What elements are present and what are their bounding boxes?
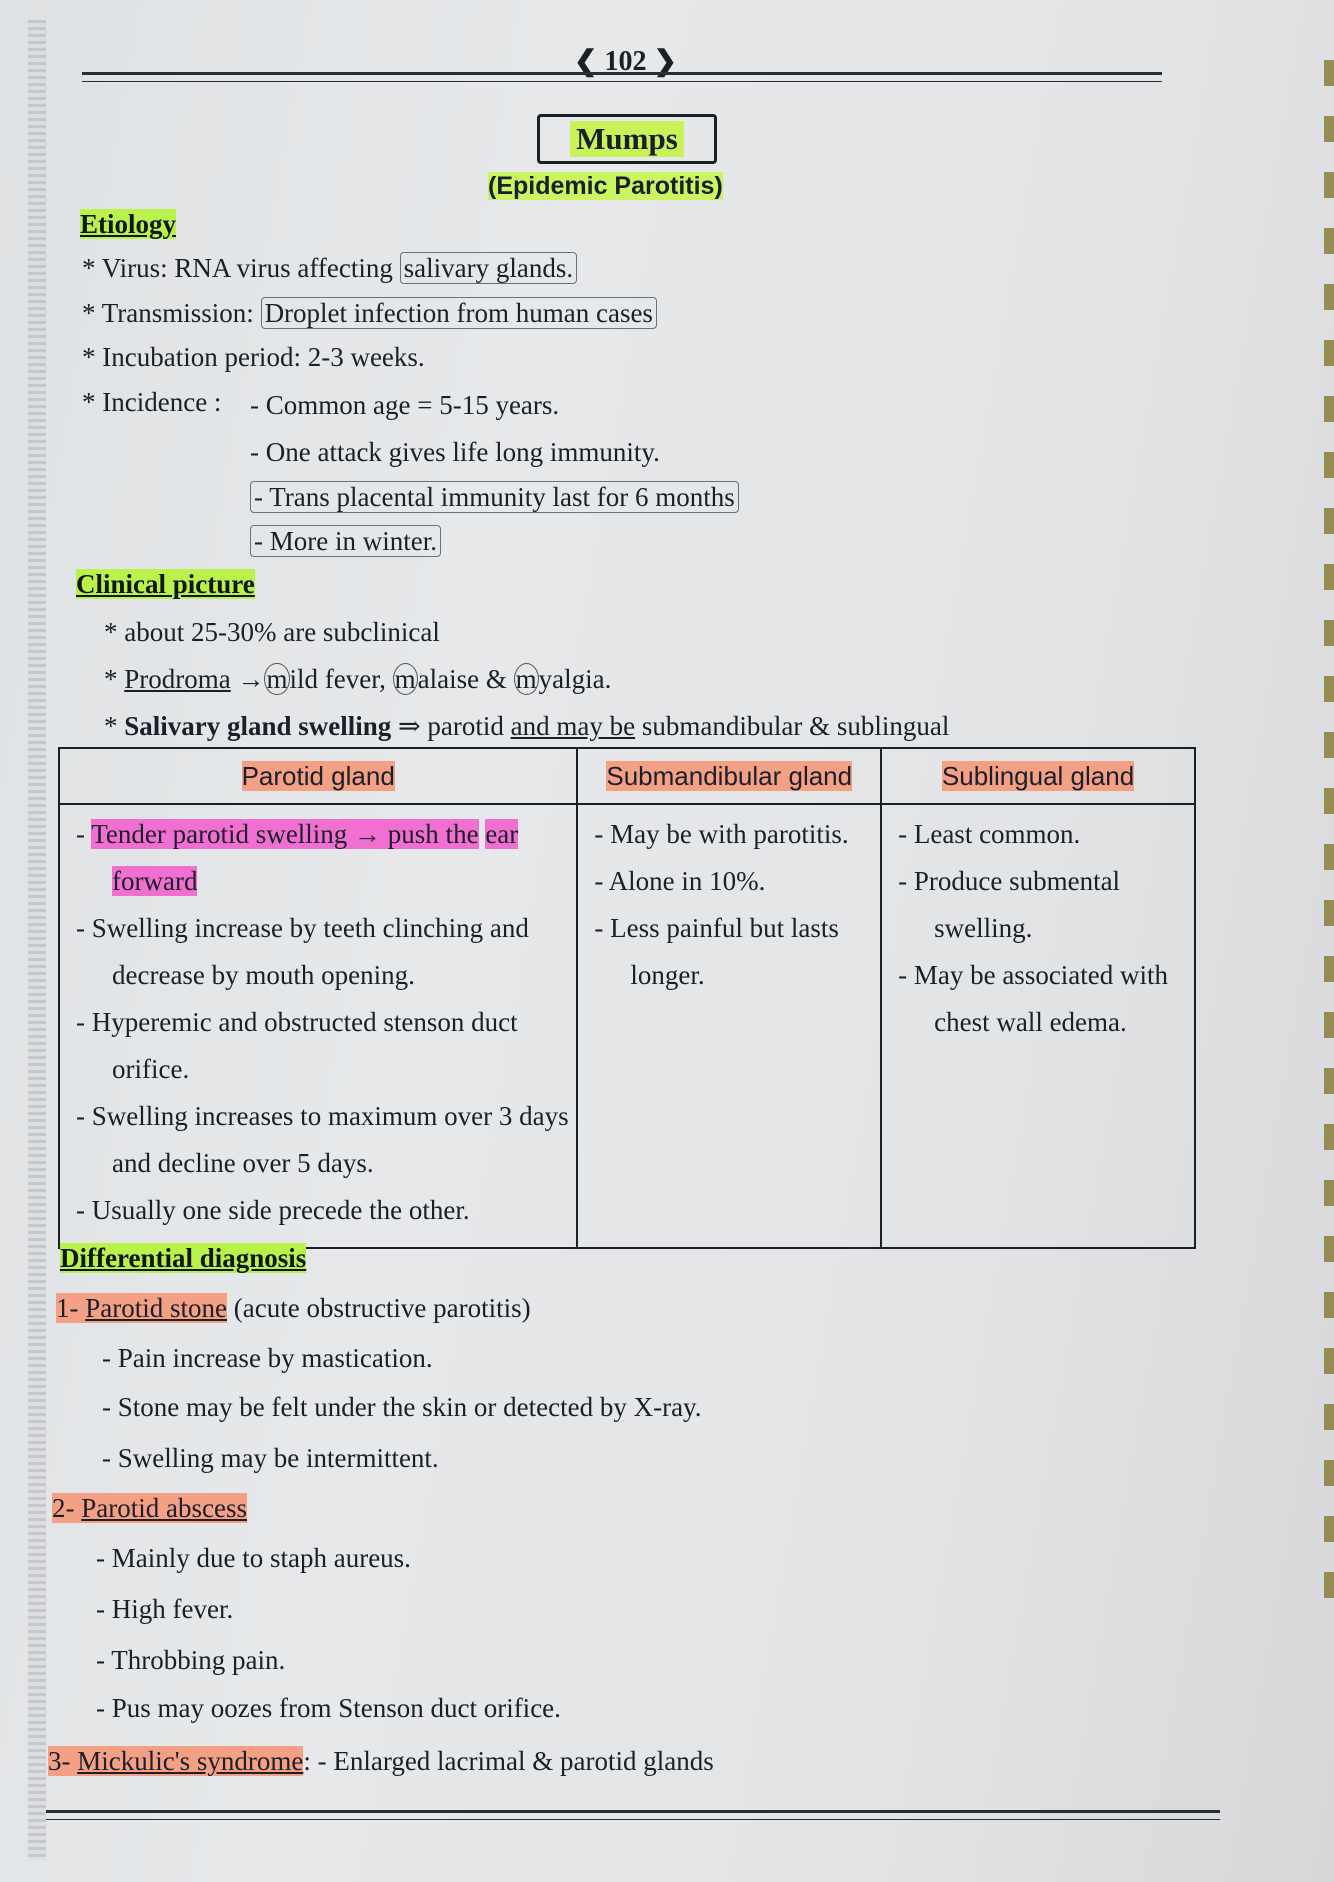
diagnosis-note: (acute obstructive parotitis) — [233, 1293, 531, 1323]
header-submandibular — [577, 748, 881, 804]
table-row — [59, 804, 1195, 1248]
list-item: - Produce submental swelling. — [898, 866, 1121, 943]
highlighted-text: ear forward — [112, 819, 519, 896]
circled-letter: m — [266, 664, 288, 694]
clinical-subclinical — [104, 617, 440, 648]
transmission-boxed: Droplet infection from human cases — [261, 297, 657, 329]
etiology-heading — [80, 209, 176, 240]
incidence-item-text: - Trans placental immunity last for 6 months — [250, 481, 739, 513]
clinical-prodroma — [104, 664, 611, 695]
incidence-item — [250, 390, 559, 421]
arrow-right-icon: → — [237, 664, 265, 694]
diagnosis-2-marker — [52, 1493, 247, 1523]
incidence-item — [250, 482, 739, 513]
list-item: - Least common. — [898, 819, 1081, 849]
list-item: - Swelling increase by teeth clinching and decrease by mouth opening. — [76, 913, 529, 990]
list-item: - Tender parotid swelling → push the ear forward — [76, 819, 519, 896]
table-header-row — [59, 748, 1195, 804]
page-binding-edge — [28, 20, 46, 1860]
diagnosis-number: 1- — [56, 1293, 79, 1323]
list-item-text: - Swelling may be intermittent. — [102, 1443, 439, 1473]
page-number-left-bracket: ❮ — [574, 46, 598, 77]
etiology-transmission — [82, 298, 657, 329]
diagnosis-name: Parotid stone — [85, 1293, 227, 1323]
etiology-virus — [82, 253, 577, 284]
prodroma-bullet: * — [104, 664, 118, 694]
list-item: - Less painful but lasts longer. — [594, 913, 839, 990]
incidence-item — [250, 526, 441, 557]
list-item-text: - Stone may be felt under the skin or detected by X-ray. — [102, 1392, 702, 1422]
incubation-label: * Incubation period: — [82, 342, 301, 372]
virus-label: * Virus: RNA virus affecting — [82, 253, 393, 283]
diagnosis-number: 3- — [48, 1746, 71, 1776]
header-text: Parotid gland — [241, 760, 395, 791]
clinical-heading-text: Clinical picture — [76, 569, 255, 599]
list-item: - Swelling increases to maximum over 3 days and decline over 5 days. — [76, 1101, 569, 1178]
list-item-text: - High fever. — [96, 1594, 234, 1624]
highlighted-text: Tender parotid swelling → push the — [91, 819, 479, 849]
circled-letter: m — [394, 664, 416, 694]
parotid-cell — [59, 804, 577, 1248]
prodroma-word: alaise & — [417, 664, 507, 694]
subtitle — [488, 172, 723, 201]
subtitle-text: (Epidemic Parotitis) — [488, 172, 723, 200]
swelling-text-underlined: and may be — [510, 711, 636, 741]
circled-letter: m — [515, 664, 537, 694]
incidence-item — [250, 437, 660, 468]
double-arrow-icon: ⇒ — [398, 711, 421, 741]
incidence-label-text: * Incidence : — [82, 387, 222, 417]
list-item: - Hyperemic and obstructed stenson duct orifice. — [76, 1007, 518, 1084]
list-item-text: - Mainly due to staph aureus. — [96, 1543, 411, 1573]
diagnosis-name: Parotid abscess — [81, 1493, 247, 1523]
incidence-item-text: - One attack gives life long immunity. — [250, 437, 660, 467]
diagnosis-number: 2- — [52, 1493, 75, 1523]
diagnosis-1 — [56, 1293, 531, 1324]
list-item-text: - Pain increase by mastication. — [102, 1343, 433, 1373]
etiology-incubation — [82, 342, 425, 373]
prodroma-label: Prodroma — [124, 664, 231, 694]
page-number-right-bracket: ❯ — [653, 46, 677, 77]
list-item — [102, 1343, 433, 1374]
diagnosis-name: Mickulic's syndrome — [77, 1746, 304, 1776]
list-item: - May be associated with chest wall edema. — [898, 960, 1169, 1037]
prodroma-word: ild fever, — [289, 664, 386, 694]
transmission-label: * Transmission: — [82, 298, 254, 328]
incidence-item-text: - Common age = 5-15 years. — [250, 390, 560, 420]
diagnosis-note: : - Enlarged lacrimal & parotid glands — [303, 1746, 714, 1776]
swelling-bullet: * — [104, 711, 118, 741]
top-divider — [82, 72, 1162, 82]
submandibular-cell — [577, 804, 881, 1248]
subclinical-text: * about 25-30% are subclinical — [104, 617, 440, 647]
list-item: - May be with parotitis. — [594, 819, 849, 849]
diagnosis-2 — [52, 1493, 247, 1524]
swelling-text: submandibular & sublingual — [641, 711, 950, 741]
list-item — [96, 1693, 561, 1724]
header-parotid — [59, 748, 577, 804]
list-item — [96, 1594, 233, 1625]
incubation-value: 2-3 weeks. — [307, 342, 425, 372]
virus-boxed: salivary glands. — [400, 252, 577, 284]
header-text: Sublingual gland — [941, 760, 1135, 791]
swelling-label: Salivary gland swelling — [124, 711, 392, 741]
list-item: - Alone in 10%. — [594, 866, 766, 896]
swelling-text: parotid — [427, 711, 504, 741]
list-item — [96, 1543, 411, 1574]
sublingual-cell — [881, 804, 1195, 1248]
list-item-text: - Pus may oozes from Stenson duct orifice. — [96, 1693, 561, 1723]
page-title: Mumps — [570, 121, 684, 157]
diagnosis-3 — [48, 1746, 714, 1777]
incidence-item-text: - More in winter. — [250, 525, 441, 557]
spiral-binding — [1324, 60, 1334, 1620]
list-item-text: - Throbbing pain. — [96, 1645, 286, 1675]
etiology-heading-text: Etiology — [80, 209, 177, 239]
etiology-incidence-label — [82, 387, 221, 418]
header-sublingual — [881, 748, 1195, 804]
differential-heading — [60, 1243, 306, 1274]
diagnosis-1-marker — [56, 1293, 227, 1323]
clinical-heading — [76, 569, 255, 600]
gland-comparison-table — [58, 747, 1196, 1249]
list-item — [102, 1392, 702, 1423]
bottom-divider — [46, 1810, 1220, 1820]
clinical-swelling — [104, 711, 949, 742]
title-box — [537, 114, 717, 164]
page-number-value: 102 — [604, 46, 647, 77]
list-item — [102, 1443, 439, 1474]
diagnosis-3-marker — [48, 1746, 303, 1776]
differential-heading-text: Differential diagnosis — [60, 1243, 307, 1273]
list-item — [96, 1645, 285, 1676]
list-item: - Usually one side precede the other. — [76, 1195, 470, 1225]
prodroma-word: yalgia. — [538, 664, 612, 694]
header-text: Submandibular gland — [606, 760, 853, 791]
